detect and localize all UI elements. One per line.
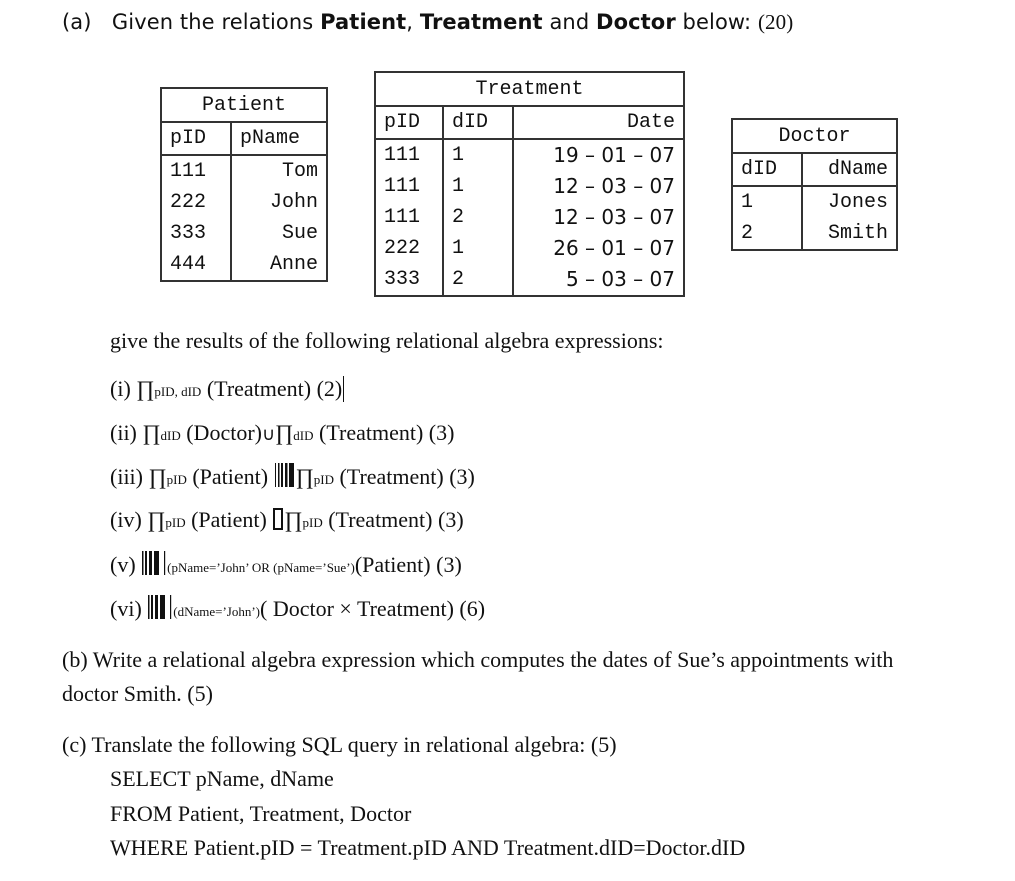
projection-icon: ∏ xyxy=(295,464,314,489)
cell: 1 xyxy=(443,139,513,171)
marks: (3) xyxy=(449,464,475,489)
cell: 222 xyxy=(375,233,443,264)
marks: (20) xyxy=(757,10,794,34)
cell: 2 xyxy=(732,218,802,250)
cell: 26 – 01 – 07 xyxy=(553,236,675,260)
cell: Smith xyxy=(827,222,888,245)
table-row xyxy=(161,249,327,281)
expression-number: (vi) xyxy=(110,596,142,621)
relation-treatment-name: Treatment xyxy=(419,10,543,34)
column-header: Date xyxy=(513,106,684,139)
table-title: Doctor xyxy=(732,119,897,153)
expression-number: (i) xyxy=(110,376,131,401)
sql-from: FROM Patient, Treatment, Doctor xyxy=(110,801,412,826)
cell: 1 xyxy=(732,186,802,218)
union-icon: ∪ xyxy=(261,424,276,444)
cell: John xyxy=(269,191,318,214)
expression-argument: (Patient) xyxy=(354,552,437,577)
missing-glyph-barcode-icon xyxy=(147,595,173,619)
separator: , xyxy=(406,10,420,34)
subscript: dID xyxy=(160,428,181,443)
subscript: pID, dID xyxy=(154,384,202,399)
expression-argument: (Treatment) xyxy=(333,464,450,489)
doctor-table xyxy=(731,118,898,251)
missing-glyph-barcode-icon xyxy=(141,551,167,575)
table-row xyxy=(161,218,327,249)
column-header: dID xyxy=(732,153,802,186)
cell: 333 xyxy=(375,264,443,296)
projection-icon: ∏ xyxy=(148,464,167,489)
table-row xyxy=(161,155,327,187)
expression-iii xyxy=(110,463,475,490)
marks: (2) xyxy=(316,376,343,401)
cell: 111 xyxy=(161,155,231,187)
part-b-line-2: doctor Smith. (5) xyxy=(62,681,213,706)
missing-glyph-barcode-icon xyxy=(274,463,296,487)
cell: Sue xyxy=(281,222,318,245)
column-header: pID xyxy=(161,122,231,155)
marks: (3) xyxy=(438,507,464,532)
table-row xyxy=(375,139,684,171)
treatment-table xyxy=(374,71,685,297)
separator: and xyxy=(542,10,597,34)
column-header: pName xyxy=(231,122,327,155)
cell: 12 – 03 – 07 xyxy=(553,205,675,229)
text-cursor xyxy=(343,376,344,402)
table-row xyxy=(161,187,327,218)
cell: 222 xyxy=(161,187,231,218)
part-b-line-1: (b) Write a relational algebra expression which computes the dates of Sue’s appointments with xyxy=(62,647,894,672)
patient-table xyxy=(160,87,328,282)
cell: 1 xyxy=(443,171,513,202)
table-row xyxy=(375,202,684,233)
part-a-heading xyxy=(62,10,793,35)
expression-i xyxy=(110,376,344,402)
subscript: pID xyxy=(313,472,334,487)
cell: 5 – 03 – 07 xyxy=(565,267,675,291)
expression-argument: (Treatment) xyxy=(322,507,438,532)
expression-ii xyxy=(110,420,454,446)
table-row xyxy=(375,171,684,202)
expression-vi xyxy=(110,595,485,622)
subscript: (dName=’John’) xyxy=(173,604,261,619)
expression-argument: ( Doctor × Treatment) xyxy=(260,596,460,621)
cell: 444 xyxy=(161,249,231,281)
subscript: pID xyxy=(165,515,186,530)
expression-argument: (Patient) xyxy=(185,507,273,532)
expression-v xyxy=(110,551,462,578)
column-header: dName xyxy=(802,153,897,186)
sql-where: WHERE Patient.pID = Treatment.pID AND Treatment.dID=Doctor.dID xyxy=(110,835,746,860)
table-row xyxy=(375,233,684,264)
subscript: pID xyxy=(166,472,187,487)
expression-number: (v) xyxy=(110,552,136,577)
cell: 111 xyxy=(375,139,443,171)
cell: 12 – 03 – 07 xyxy=(553,174,675,198)
cell: Jones xyxy=(827,191,888,214)
table-row xyxy=(732,186,897,218)
cell: 111 xyxy=(375,171,443,202)
sql-select: SELECT pName, dName xyxy=(110,766,334,791)
part-c-line-1: (c) Translate the following SQL query in relational algebra: (5) xyxy=(62,732,617,757)
expression-iv xyxy=(110,507,464,533)
relation-patient-name: Patient xyxy=(320,10,407,34)
expression-number: (iii) xyxy=(110,464,143,489)
table-row xyxy=(732,218,897,250)
marks: (3) xyxy=(428,420,455,445)
marks: (3) xyxy=(436,552,462,577)
subscript: (pName=’John’ OR (pName=’Sue’) xyxy=(167,560,355,575)
column-header: pID xyxy=(375,106,443,139)
marks: (6) xyxy=(459,596,486,621)
projection-icon: ∏ xyxy=(284,507,303,532)
cell: 2 xyxy=(443,202,513,233)
heading-text: below: xyxy=(675,10,758,34)
expression-argument: (Patient) xyxy=(186,464,274,489)
cell: 111 xyxy=(375,202,443,233)
expression-argument: (Treatment) xyxy=(201,376,317,401)
part-a-label: (a) xyxy=(62,10,92,34)
cell: Tom xyxy=(281,160,318,183)
intro-text: give the results of the following relational algebra expressions: xyxy=(110,328,664,353)
cell: 2 xyxy=(443,264,513,296)
table-title: Patient xyxy=(161,88,327,122)
table-row xyxy=(375,264,684,296)
expression-number: (ii) xyxy=(110,420,137,445)
column-header: dID xyxy=(443,106,513,139)
cell: 1 xyxy=(443,233,513,264)
projection-icon: ∏ xyxy=(136,376,155,401)
cell: 19 – 01 – 07 xyxy=(553,143,675,167)
expression-argument: (Doctor) xyxy=(180,420,262,445)
cell: Anne xyxy=(269,253,318,276)
subscript: pID xyxy=(302,515,323,530)
cell: 333 xyxy=(161,218,231,249)
expression-argument: (Treatment) xyxy=(313,420,429,445)
subscript: dID xyxy=(293,428,314,443)
expression-number: (iv) xyxy=(110,507,142,532)
relation-doctor-name: Doctor xyxy=(596,10,676,34)
heading-text: Given the relations xyxy=(111,10,321,34)
projection-icon: ∏ xyxy=(275,420,294,445)
projection-icon: ∏ xyxy=(147,507,166,532)
projection-icon: ∏ xyxy=(142,420,161,445)
missing-glyph-box-icon xyxy=(273,508,283,530)
table-title: Treatment xyxy=(375,72,684,106)
